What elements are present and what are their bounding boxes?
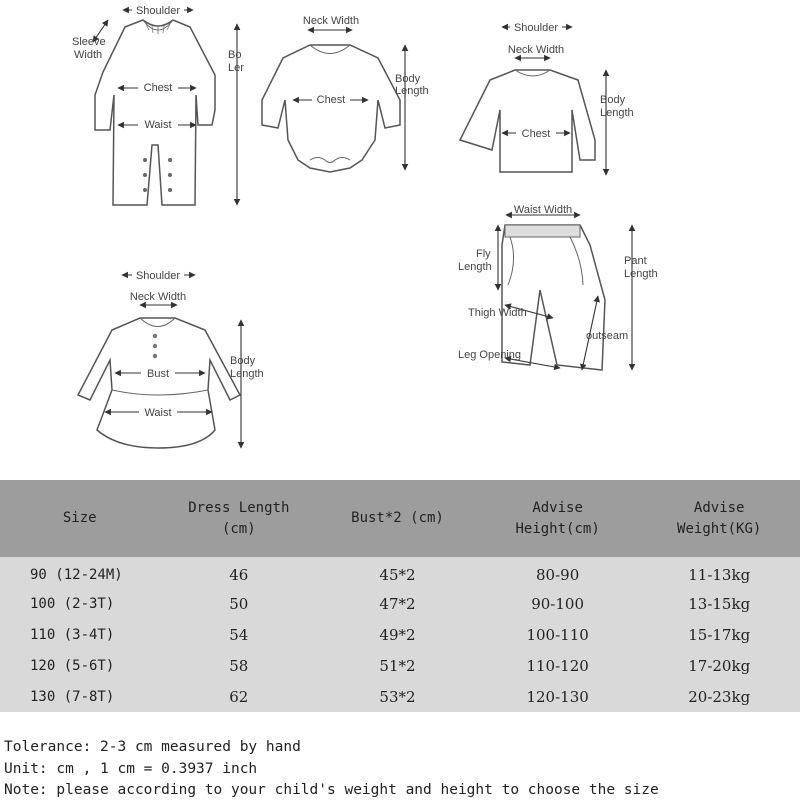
top-shoulder-label: Shoulder xyxy=(513,22,559,34)
header-dress-length: Dress Length (cm) xyxy=(188,499,290,537)
cell-height: 80-90 xyxy=(536,565,580,584)
pants-fly-label: Fly Length xyxy=(458,248,492,273)
top-chest-label: Chest xyxy=(521,128,551,140)
cell-size: 100 (2-3T) xyxy=(30,595,115,612)
cell-dress-length: 58 xyxy=(229,656,249,675)
header-bust: Bust*2 (cm) xyxy=(351,510,444,526)
bodysuit-chest-label: Chest xyxy=(316,94,346,106)
cell-size: 90 (12-24M) xyxy=(30,566,123,583)
notes-block xyxy=(4,737,659,802)
dress-shoulder-label: Shoulder xyxy=(135,270,181,282)
cell-dress-length: 50 xyxy=(229,594,249,613)
table-row xyxy=(0,681,800,712)
unit-note: Unit: cm , 1 cm = 0.3937 inch xyxy=(4,760,258,777)
table-row xyxy=(0,588,800,619)
cell-height: 110-120 xyxy=(526,656,589,675)
cell-size: 130 (7-8T) xyxy=(30,688,115,705)
dress-neck-label: Neck Width xyxy=(129,291,187,303)
pants-leg-opening-label: Leg Opening xyxy=(458,349,521,361)
romper-sleeve-label: Sleeve Width xyxy=(72,36,106,61)
bodysuit-body-length-label: Body Length xyxy=(395,73,429,97)
cell-dress-length: 46 xyxy=(229,565,249,584)
tolerance-note: Tolerance: 2-3 cm measured by hand xyxy=(4,739,301,755)
cell-height: 100-110 xyxy=(526,625,589,644)
dress-body-length-label: Body Length xyxy=(230,355,264,380)
cell-dress-length: 54 xyxy=(229,625,249,644)
top-body-length-label: Body Length xyxy=(600,94,634,119)
cell-bust: 49*2 xyxy=(379,625,416,644)
cell-dress-length: 62 xyxy=(229,687,249,706)
table-row xyxy=(0,619,800,650)
cell-height: 120-130 xyxy=(526,687,589,706)
romper-diagram xyxy=(72,3,244,205)
table-row xyxy=(0,650,800,681)
romper-chest-label: Chest xyxy=(143,82,173,94)
pants-waist-label: Waist Width xyxy=(513,204,573,216)
size-chart-table xyxy=(0,480,800,712)
size-advice-note: Note: please according to your child's weight and height to choose the size xyxy=(4,782,659,798)
romper-body-length-label: Bo Ler xyxy=(228,49,244,74)
cell-weight: 15-17kg xyxy=(688,625,751,644)
pants-outseam-label: outseam xyxy=(586,330,629,342)
cell-size: 110 (3-4T) xyxy=(30,626,115,643)
header-advise-weight: Advise Weight(KG) xyxy=(677,499,762,537)
pants-length-label: Pant Length xyxy=(624,255,658,280)
cell-weight: 13-15kg xyxy=(688,594,751,613)
top-diagram xyxy=(460,20,634,175)
cell-weight: 20-23kg xyxy=(688,687,751,706)
cell-height: 90-100 xyxy=(531,594,585,613)
header-size: Size xyxy=(62,510,97,526)
bodysuit-neck-label: Neck Width xyxy=(302,15,360,27)
dress-diagram xyxy=(78,268,264,448)
cell-weight: 11-13kg xyxy=(688,565,751,584)
table-row xyxy=(0,557,800,588)
top-neck-label: Neck Width xyxy=(507,44,565,56)
dress-waist-label: Waist xyxy=(144,407,172,419)
dress-bust-label: Bust xyxy=(146,368,170,380)
romper-shoulder-label: Shoulder xyxy=(135,5,181,17)
cell-bust: 53*2 xyxy=(379,687,416,706)
romper-waist-label: Waist xyxy=(144,119,172,131)
cell-bust: 47*2 xyxy=(379,594,416,613)
cell-weight: 17-20kg xyxy=(688,656,751,675)
header-advise-height: Advise Height(cm) xyxy=(515,499,600,537)
size-chart-header xyxy=(0,480,800,557)
cell-bust: 51*2 xyxy=(379,656,416,675)
pants-thigh-label: Thigh Width xyxy=(468,307,527,319)
bodysuit-diagram xyxy=(262,15,429,172)
cell-size: 120 (5-6T) xyxy=(30,657,115,674)
cell-bust: 45*2 xyxy=(379,565,416,584)
pants-diagram xyxy=(458,204,658,370)
